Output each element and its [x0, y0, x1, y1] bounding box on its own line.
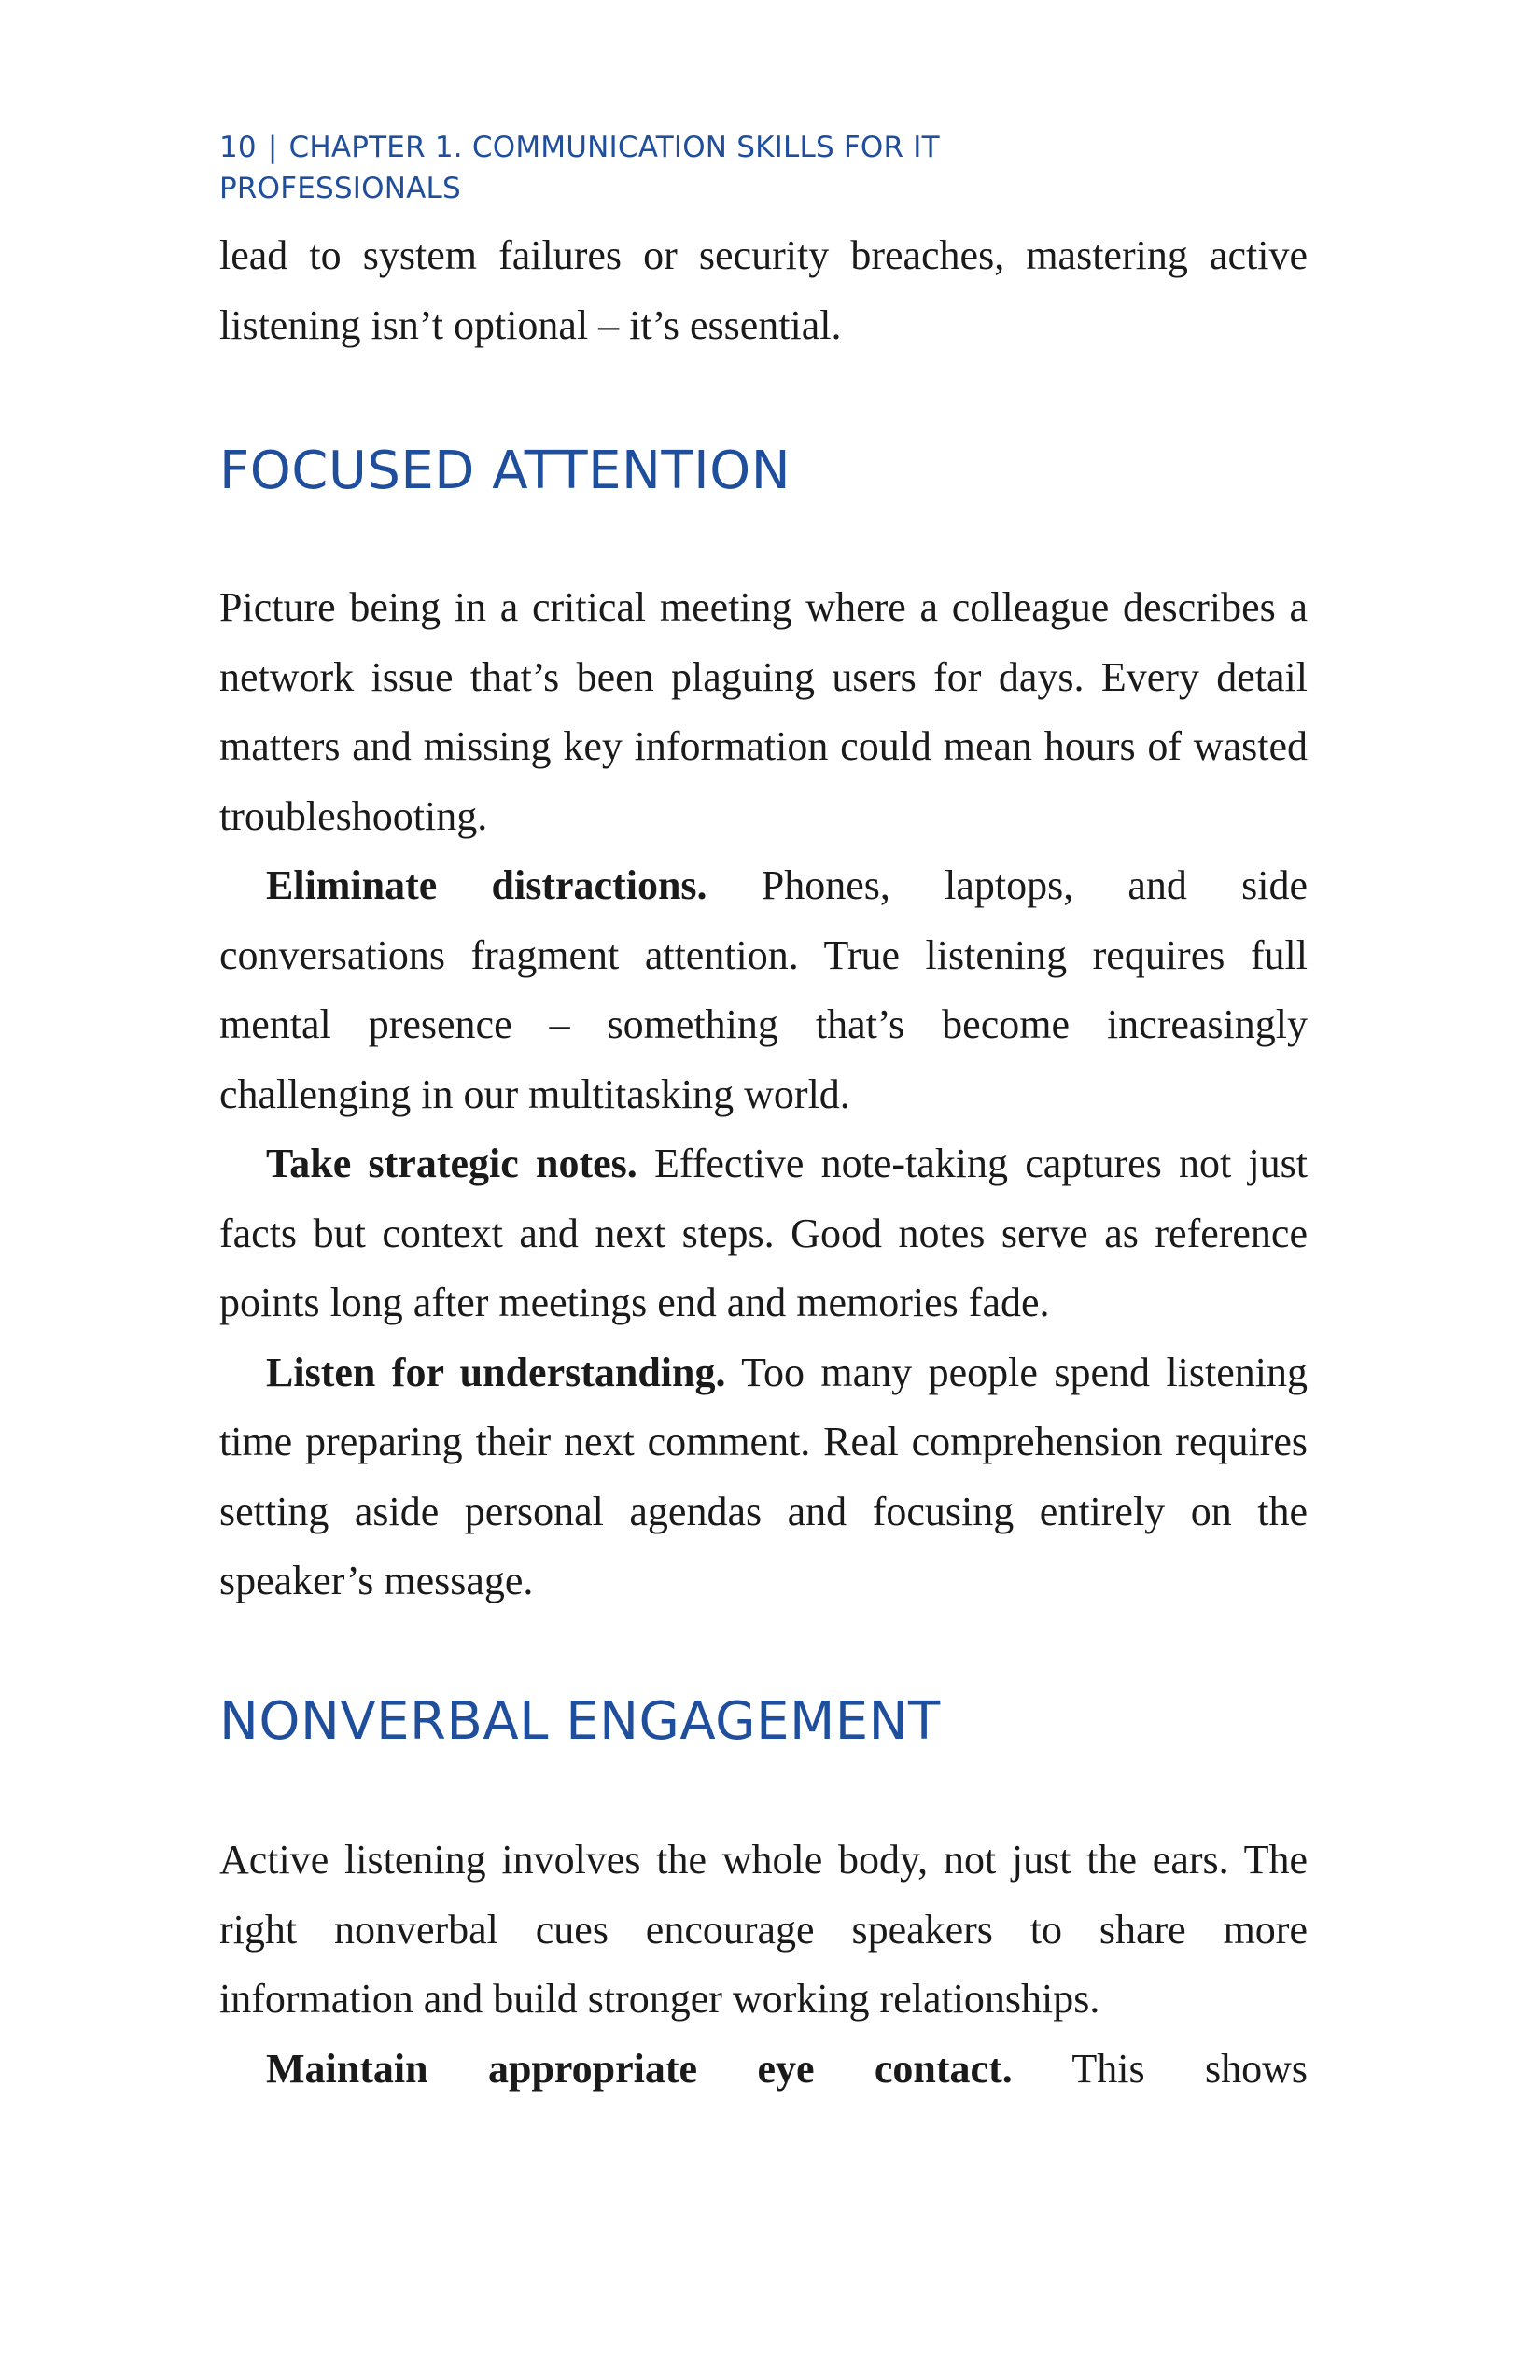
- paragraph-text: Phones, laptops, and side conversations fragment attention. True listening requires full mental presence – something that’s become increasingly challenging in our multitasking world.: [219, 862, 1309, 1117]
- continued-paragraph: lead to system failures or security breaches, mastering active listening isn’t optional – it’s essential.: [219, 232, 1308, 348]
- paragraph-text: Too many people spend listening time preparing their next comment. Real comprehension requires setting aside personal agendas and focusing entirely on the speaker’s message.: [219, 1349, 1308, 1603]
- header-separator: |: [267, 131, 278, 164]
- paragraph-text: This shows: [1071, 2045, 1309, 2092]
- running-header: [219, 127, 1153, 209]
- paragraph-term: Maintain appropriate eye contact.: [266, 2045, 1013, 2092]
- list-paragraph: [219, 1338, 1308, 1617]
- paragraph-term: Eliminate distractions.: [266, 862, 707, 908]
- list-paragraph: [219, 1129, 1308, 1338]
- section-heading-nonverbal-engagement: NONVERBAL ENGAGEMENT: [219, 1691, 941, 1752]
- page-number: 10: [219, 131, 257, 164]
- focused-attention-body: [219, 573, 1308, 1617]
- section-heading-focused-attention: FOCUSED ATTENTION: [219, 441, 791, 501]
- section-lead-paragraph: Active listening involves the whole body, not just the ears. The right nonverbal cues encourage speakers to share more information and build stronger working relationships.: [219, 1837, 1308, 2022]
- intro-paragraph-block: [219, 221, 1308, 360]
- paragraph-term: Listen for understanding.: [266, 1349, 726, 1395]
- nonverbal-engagement-body: [219, 1826, 1308, 2104]
- paragraph-term: Take strategic notes.: [266, 1141, 637, 1186]
- list-paragraph: [219, 2035, 1308, 2105]
- list-paragraph: [219, 851, 1308, 1129]
- paragraph-text: Effective note-taking captures not just facts but context and next steps. Good notes serve as reference points long after meetings end and memories fade.: [219, 1141, 1309, 1325]
- section-lead-paragraph: Picture being in a critical meeting where a colleague describes a network issue that’s been plaguing users for days. Every detail matters and missing key information could mean hours of wasted troubleshooting.: [219, 584, 1308, 839]
- chapter-title: CHAPTER 1. COMMUNICATION SKILLS FOR IT PROFESSIONALS: [219, 131, 940, 205]
